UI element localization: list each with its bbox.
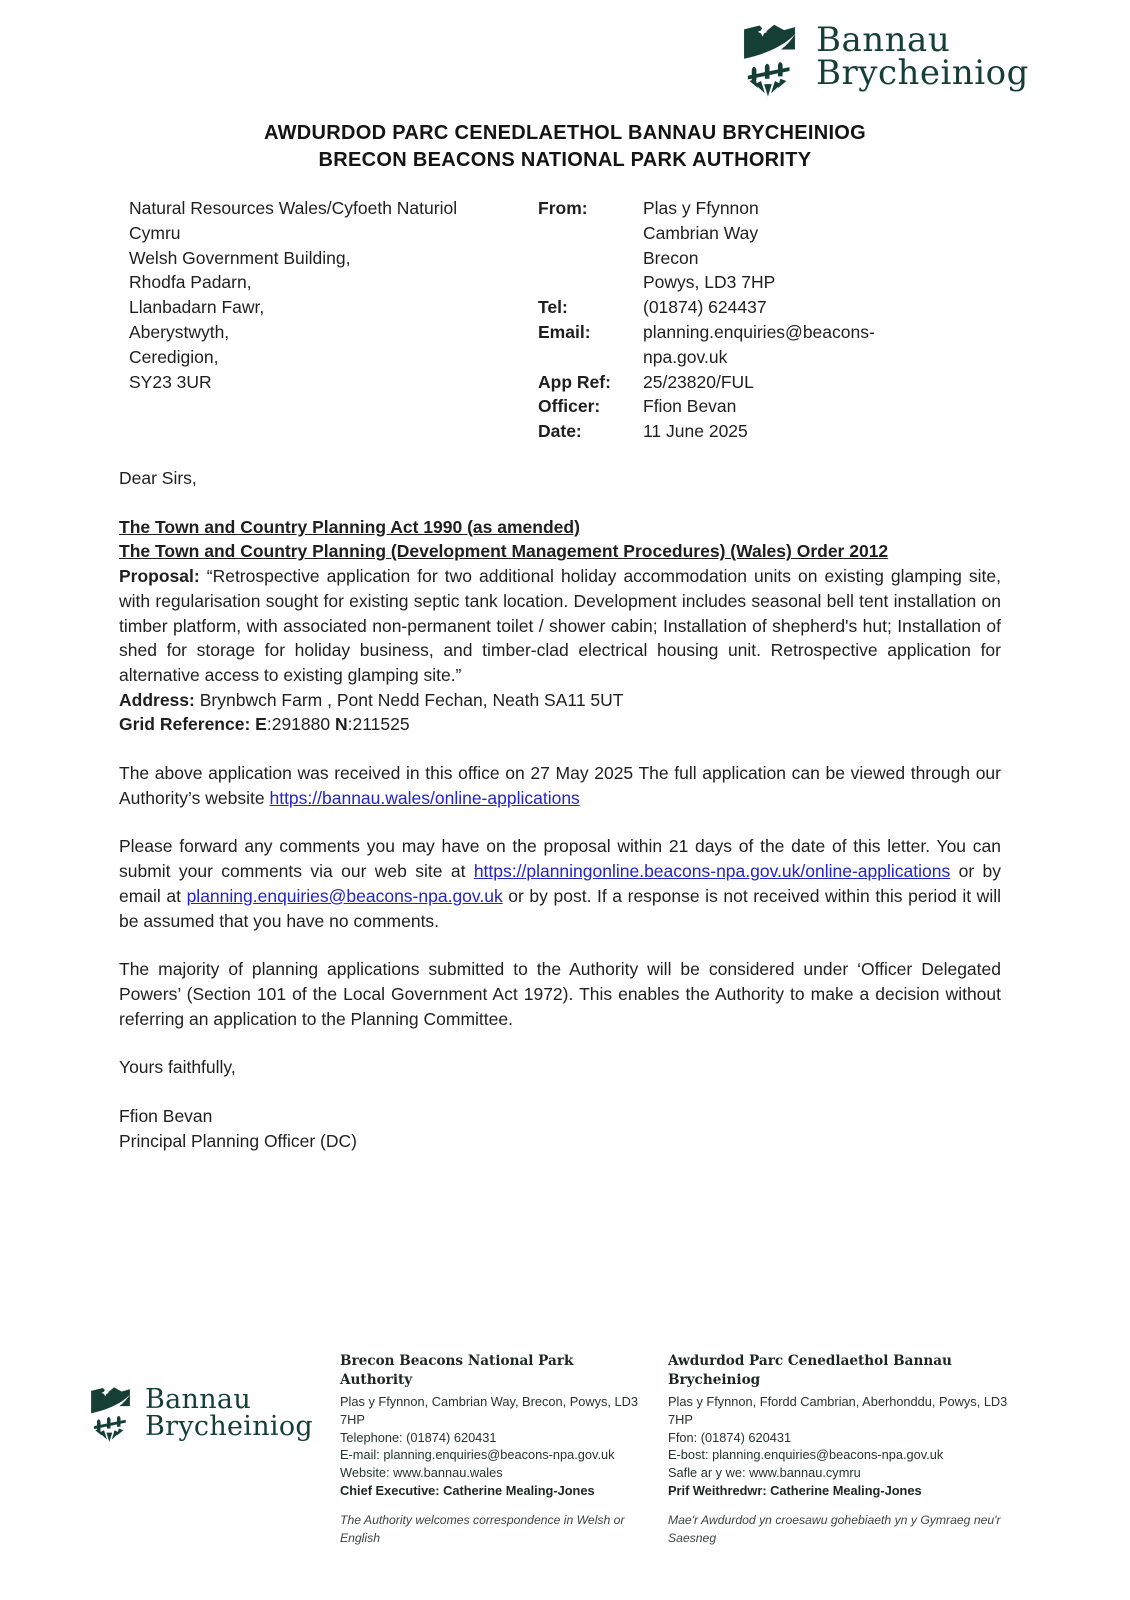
address-label: Address: — [119, 689, 195, 710]
planning-email-link[interactable]: planning.enquiries@beacons-npa.gov.uk — [186, 885, 503, 906]
grid-northing-value: :211525 — [347, 714, 410, 735]
comments-text-3: or by post. If a response is not received within this period it will be assumed that you have no comments. — [119, 885, 1001, 931]
footer-brand-wordmark — [145, 1386, 313, 1440]
footer-cy-telephone: Ffon: (01874) 620431 — [668, 1429, 792, 1445]
proposal-label: Proposal: — [119, 566, 200, 587]
meta-value: Cambrian Way — [643, 222, 759, 243]
site-address-line — [119, 688, 1001, 713]
meta-value-date: 11 June 2025 — [643, 421, 748, 442]
footer-en-website: Website: www.bannau.wales — [340, 1465, 503, 1481]
footer-brand-wordmark-line2: Brycheiniog — [145, 1411, 313, 1442]
document-title — [0, 120, 1130, 174]
brand-wordmark-line1: Bannau — [816, 20, 951, 60]
document-title-welsh: AWDURDOD PARC CENEDLAETHOL BANNAU BRYCHEINIOG — [263, 122, 867, 144]
online-applications-link[interactable]: https://bannau.wales/online-applications — [269, 787, 580, 808]
meta-value: Plas y Ffynnon — [643, 198, 759, 218]
recipient-line: Rhodfa Padarn, — [129, 272, 252, 293]
footer-welsh-column — [668, 1352, 1028, 1547]
grid-reference-label: Grid Reference: — [119, 714, 251, 735]
meta-label-tel: Tel: — [538, 297, 568, 318]
proposal-paragraph — [119, 564, 1001, 688]
grid-reference-line — [119, 712, 1001, 737]
bannau-brycheiniog-shield-icon — [738, 24, 801, 98]
received-text: The above application was received in this office on 27 May 2025 The full application can be viewed through our Authority’s website — [119, 763, 1001, 808]
footer-en-heading: Brecon Beacons National Park Authority — [340, 1353, 574, 1388]
valediction: Yours faithfully, — [119, 1057, 236, 1078]
footer-cy-heading: Awdurdod Parc Cenedlaethol Bannau Brycheiniog — [668, 1353, 952, 1388]
footer-en-email: E-mail: planning.enquiries@beacons-npa.gov.uk — [340, 1447, 615, 1463]
planning-online-link[interactable]: https://planningonline.beacons-npa.gov.uk/online-applications — [473, 861, 951, 882]
meta-value-officer: Ffion Bevan — [643, 396, 737, 417]
bannau-brycheiniog-shield-icon — [87, 1386, 134, 1444]
recipient-address — [129, 196, 519, 394]
meta-label — [538, 221, 643, 246]
meta-label — [538, 246, 643, 271]
signature-role: Principal Planning Officer (DC) — [119, 1130, 357, 1151]
footer-en-telephone: Telephone: (01874) 620431 — [340, 1429, 497, 1445]
meta-label-email: Email: — [538, 321, 591, 342]
meta-value: Powys, LD3 7HP — [643, 272, 776, 293]
meta-value: Brecon — [643, 247, 699, 268]
header-logo — [738, 20, 1029, 98]
received-paragraph — [119, 761, 1001, 810]
recipient-line: Ceredigion, — [129, 346, 219, 367]
legal-heading-1: The Town and Country Planning Act 1990 (as amended) — [119, 516, 580, 537]
document-title-english: BRECON BEACONS NATIONAL PARK AUTHORITY — [318, 149, 812, 171]
comments-text-1: Please forward any comments you may have on the proposal within 21 days of the date of this letter. You can submit your comments via our web site at — [119, 836, 1001, 882]
footer-cy-email: E-bost: planning.enquiries@beacons-npa.gov.uk — [668, 1447, 944, 1463]
recipient-line: Llanbadarn Fawr, — [129, 297, 265, 318]
footer-en-chief-executive: Chief Executive: Catherine Mealing-Jones — [340, 1482, 595, 1498]
signature-name: Ffion Bevan — [119, 1106, 213, 1127]
footer-brand-wordmark-line1: Bannau — [145, 1384, 252, 1415]
recipient-line: SY23 3UR — [129, 371, 212, 392]
meta-value-email: planning.enquiries@beacons-npa.gov.uk — [643, 321, 875, 367]
brand-wordmark-line2: Brycheiniog — [816, 53, 1029, 93]
recipient-line: Welsh Government Building, — [129, 247, 351, 268]
recipient-line: Natural Resources Wales/Cyfoeth Naturiol — [129, 198, 458, 218]
grid-northing-label: N — [335, 714, 348, 735]
sender-meta-block — [538, 196, 895, 444]
footer-logo — [87, 1386, 313, 1444]
footer-english-column — [340, 1352, 650, 1547]
footer-cy-language-note: Mae'r Awdurdod yn croesawu gohebiaeth yn y Gymraeg neu'r Saesneg — [668, 1512, 1001, 1545]
meta-value-tel: (01874) 624437 — [643, 297, 767, 318]
meta-label-from: From: — [538, 198, 588, 218]
proposal-text: “Retrospective application for two additional holiday accommodation units on existing glamping site, with regularisation sought for existing septic tank location. Development includes seasonal bell tent installation on timber platform, with associated non-permanent toilet / shower cabin; Installation of shepherd's hut; Installation of shed for storage for holiday business, and timber-clad electrical housing unit. Retrospective application for alternative access to existing glamping site.” — [119, 566, 1001, 685]
delegated-powers-paragraph: The majority of planning applications submitted to the Authority will be considered under ‘Officer Delegated Powers’ (Section 101 of the Local Government Act 1972). This enables the Authority to make a decision without referring an application to the Planning Committee. — [119, 959, 1001, 1029]
comments-paragraph — [119, 834, 1001, 933]
grid-easting-label: E — [255, 714, 267, 735]
meta-label-officer: Officer: — [538, 396, 601, 417]
address-text: Brynbwch Farm , Pont Nedd Fechan, Neath SA11 5UT — [199, 689, 624, 710]
footer-en-address: Plas y Ffynnon, Cambrian Way, Brecon, Powys, LD3 7HP — [340, 1394, 638, 1427]
brand-wordmark — [816, 20, 1029, 93]
recipient-line: Cymru — [129, 222, 181, 243]
meta-label — [538, 270, 643, 295]
footer-cy-website: Safle ar y we: www.bannau.cymru — [668, 1465, 861, 1481]
comments-text-2: or by email at — [119, 861, 1001, 906]
salutation: Dear Sirs, — [119, 468, 197, 488]
meta-label-date: Date: — [538, 421, 582, 442]
letter-body — [119, 466, 1001, 1153]
legal-heading-2: The Town and Country Planning (Development Management Procedures) (Wales) Order 2012 — [119, 541, 889, 562]
meta-label-appref: App Ref: — [538, 371, 611, 392]
footer-en-language-note: The Authority welcomes correspondence in Welsh or English — [340, 1512, 625, 1545]
footer-cy-address: Plas y Ffynnon, Ffordd Cambrian, Aberhonddu, Powys, LD3 7HP — [668, 1394, 1008, 1427]
meta-value-appref: 25/23820/FUL — [643, 371, 754, 392]
grid-easting-value: :291880 — [266, 714, 331, 735]
footer-cy-chief-executive: Prif Weithredwr: Catherine Mealing-Jones — [668, 1482, 922, 1498]
recipient-line: Aberystwyth, — [129, 321, 230, 342]
